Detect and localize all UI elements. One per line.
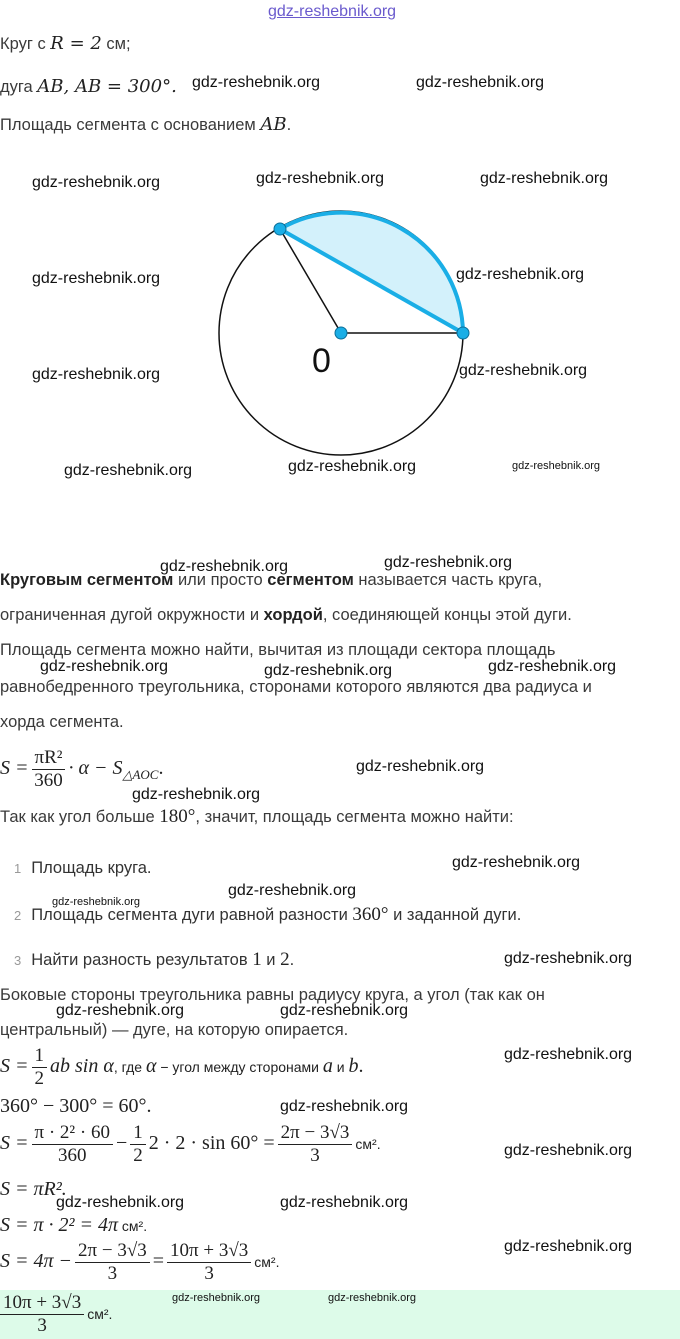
formula-circle-area: S = πR². [0, 1178, 67, 1200]
step-number: 3 [14, 953, 22, 968]
watermark: gdz-reshebnik.org [384, 554, 513, 571]
math: S = π · 2² = 4π [0, 1214, 119, 1236]
text: Так как угол больше [0, 808, 160, 826]
watermark: gdz-reshebnik.org [488, 658, 617, 675]
fraction [32, 747, 66, 792]
math: S = [0, 1132, 29, 1155]
math: ab sin α [50, 1055, 114, 1078]
math: . [158, 757, 164, 780]
step-1 [14, 859, 152, 878]
since-line [0, 806, 514, 828]
formula-triangle-area [0, 1045, 364, 1090]
numerator: 10π + 3√3 [167, 1240, 251, 1263]
step-number: 1 [14, 861, 22, 876]
watermark: gdz-reshebnik.org [52, 896, 141, 908]
denominator: 3 [204, 1263, 214, 1284]
watermark: gdz-reshebnik.org [56, 1194, 185, 1211]
watermark-link[interactable]: gdz-reshebnik.org [268, 3, 397, 20]
watermark: gdz-reshebnik.org [280, 1194, 409, 1211]
fraction [0, 1292, 84, 1337]
step-text: Площадь сегмента дуги равной разности [31, 906, 353, 924]
point-b [457, 327, 469, 339]
watermark: gdz-reshebnik.org [504, 1142, 633, 1159]
text: дуга [0, 78, 38, 96]
formula-angle: 360° − 300° = 60°. [0, 1095, 152, 1117]
formula-segment-60 [0, 1122, 381, 1167]
math: 2 [280, 949, 290, 970]
watermark: gdz-reshebnik.org [459, 362, 588, 379]
text: , значит, площадь сегмента можно найти: [195, 808, 514, 826]
watermark: gdz-reshebnik.org [32, 270, 161, 287]
text: называется часть круга, [353, 571, 543, 589]
watermark: gdz-reshebnik.org [280, 1098, 409, 1115]
unit: см². [118, 1218, 148, 1234]
step-3 [14, 949, 294, 971]
fraction [130, 1122, 146, 1167]
numerator: 2π − 3√3 [278, 1122, 353, 1145]
denominator: 3 [37, 1315, 47, 1336]
theory-p5: хорда сегмента. [0, 713, 124, 731]
watermark: gdz-reshebnik.org [416, 74, 545, 91]
segment-figure [0, 0, 680, 520]
watermark: gdz-reshebnik.org [132, 786, 261, 803]
numerator: 1 [32, 1045, 48, 1068]
watermark: gdz-reshebnik.org [512, 460, 601, 472]
watermark: gdz-reshebnik.org [256, 170, 385, 187]
math: α [145, 1055, 157, 1078]
numerator: π · 2² · 60 [32, 1122, 113, 1145]
watermark: gdz-reshebnik.org [504, 1046, 633, 1063]
denominator: 360 [57, 1145, 87, 1166]
theory-p3: Площадь сегмента можно найти, вычитая из площади сектора площадь [0, 641, 556, 659]
math: S = [0, 757, 29, 780]
step-text: Площадь круга. [31, 859, 152, 877]
formula-circle-area-value [0, 1214, 147, 1237]
math: S = 4π − [0, 1250, 73, 1273]
fraction [167, 1240, 251, 1285]
step-text: Найти разность результатов [31, 951, 253, 969]
watermark: gdz-reshebnik.org [356, 758, 485, 775]
watermark: gdz-reshebnik.org [32, 366, 161, 383]
math: 180° [159, 806, 196, 827]
text: Площадь сегмента с основанием [0, 116, 261, 134]
answer [0, 1292, 112, 1337]
math: − [115, 1132, 128, 1155]
text: Круг с [0, 35, 51, 53]
watermark: gdz-reshebnik.org [280, 1002, 409, 1019]
numerator: 10π + 3√3 [0, 1292, 84, 1315]
point-a [274, 223, 286, 235]
fraction [278, 1122, 353, 1167]
sides-line-2: центральный) — дуге, на которую опирается. [0, 1021, 349, 1039]
point-o [335, 327, 347, 339]
fraction [32, 1045, 48, 1090]
text: . [286, 116, 292, 134]
step-text: и [261, 951, 281, 969]
watermark: gdz-reshebnik.org [228, 882, 357, 899]
denominator: 360 [34, 770, 63, 791]
denominator: 2 [133, 1145, 143, 1166]
math: . [358, 1055, 364, 1078]
watermark: gdz-reshebnik.org [172, 1292, 261, 1304]
text: или просто [173, 571, 268, 589]
step-number: 2 [14, 908, 22, 923]
subscript: △AOC [122, 767, 159, 783]
denominator: 3 [107, 1263, 118, 1284]
text: , соединяющей концы этой дуги. [322, 606, 572, 624]
math: 360° [352, 904, 389, 925]
sides-line-1: Боковые стороны треугольника равны радиусу круга, а угол (так как он [0, 986, 545, 1004]
term: сегментом [267, 571, 354, 589]
watermark: gdz-reshebnik.org [328, 1292, 417, 1304]
numerator: 2π − 3√3 [75, 1240, 150, 1263]
watermark: gdz-reshebnik.org [160, 558, 289, 575]
numerator: πR² [32, 747, 66, 770]
text: см; [101, 35, 131, 53]
watermark: gdz-reshebnik.org [192, 74, 321, 91]
watermark: gdz-reshebnik.org [504, 950, 633, 967]
watermark: gdz-reshebnik.org [288, 458, 417, 475]
theory-p2 [0, 606, 572, 625]
theory-p4: равнобедренного треугольника, сторонами которого являются два радиуса и [0, 678, 592, 696]
fraction [75, 1240, 150, 1285]
math: = [152, 1250, 165, 1273]
fraction [32, 1122, 113, 1167]
watermark: gdz-reshebnik.org [56, 1002, 185, 1019]
math: b [348, 1055, 359, 1078]
unit: см². [355, 1136, 381, 1153]
math: 1 [252, 949, 262, 970]
watermark: gdz-reshebnik.org [40, 658, 169, 675]
math: AB [260, 114, 287, 135]
math: a [322, 1055, 333, 1078]
watermark: gdz-reshebnik.org [480, 170, 609, 187]
watermark: gdz-reshebnik.org [264, 662, 393, 679]
segment-fill [280, 213, 463, 333]
math: AB, AB = 300°. [37, 76, 177, 97]
center-label: 0 [312, 342, 331, 380]
text: − угол между сторонами [156, 1059, 323, 1076]
formula-result [0, 1240, 279, 1285]
text: , где [113, 1059, 146, 1076]
math: 2 · 2 · sin 60° = [148, 1132, 275, 1155]
watermark: gdz-reshebnik.org [456, 266, 585, 283]
text: и [332, 1059, 349, 1076]
math: R = 2 [50, 33, 102, 54]
term: Круговым сегментом [0, 571, 174, 589]
math: · α − S [68, 757, 123, 780]
unit: см². [254, 1254, 280, 1271]
denominator: 3 [310, 1145, 320, 1166]
unit: см². [87, 1306, 113, 1323]
watermark: gdz-reshebnik.org [64, 462, 193, 479]
watermark: gdz-reshebnik.org [452, 854, 581, 871]
math: S = [0, 1055, 29, 1078]
step-text: . [289, 951, 295, 969]
text: ограниченная дугой окружности и [0, 606, 264, 624]
term: хордой [263, 606, 323, 624]
watermark: gdz-reshebnik.org [32, 174, 161, 191]
watermark: gdz-reshebnik.org [504, 1238, 633, 1255]
denominator: 2 [34, 1068, 44, 1089]
step-text: и заданной дуги. [388, 906, 522, 924]
numerator: 1 [130, 1122, 146, 1145]
